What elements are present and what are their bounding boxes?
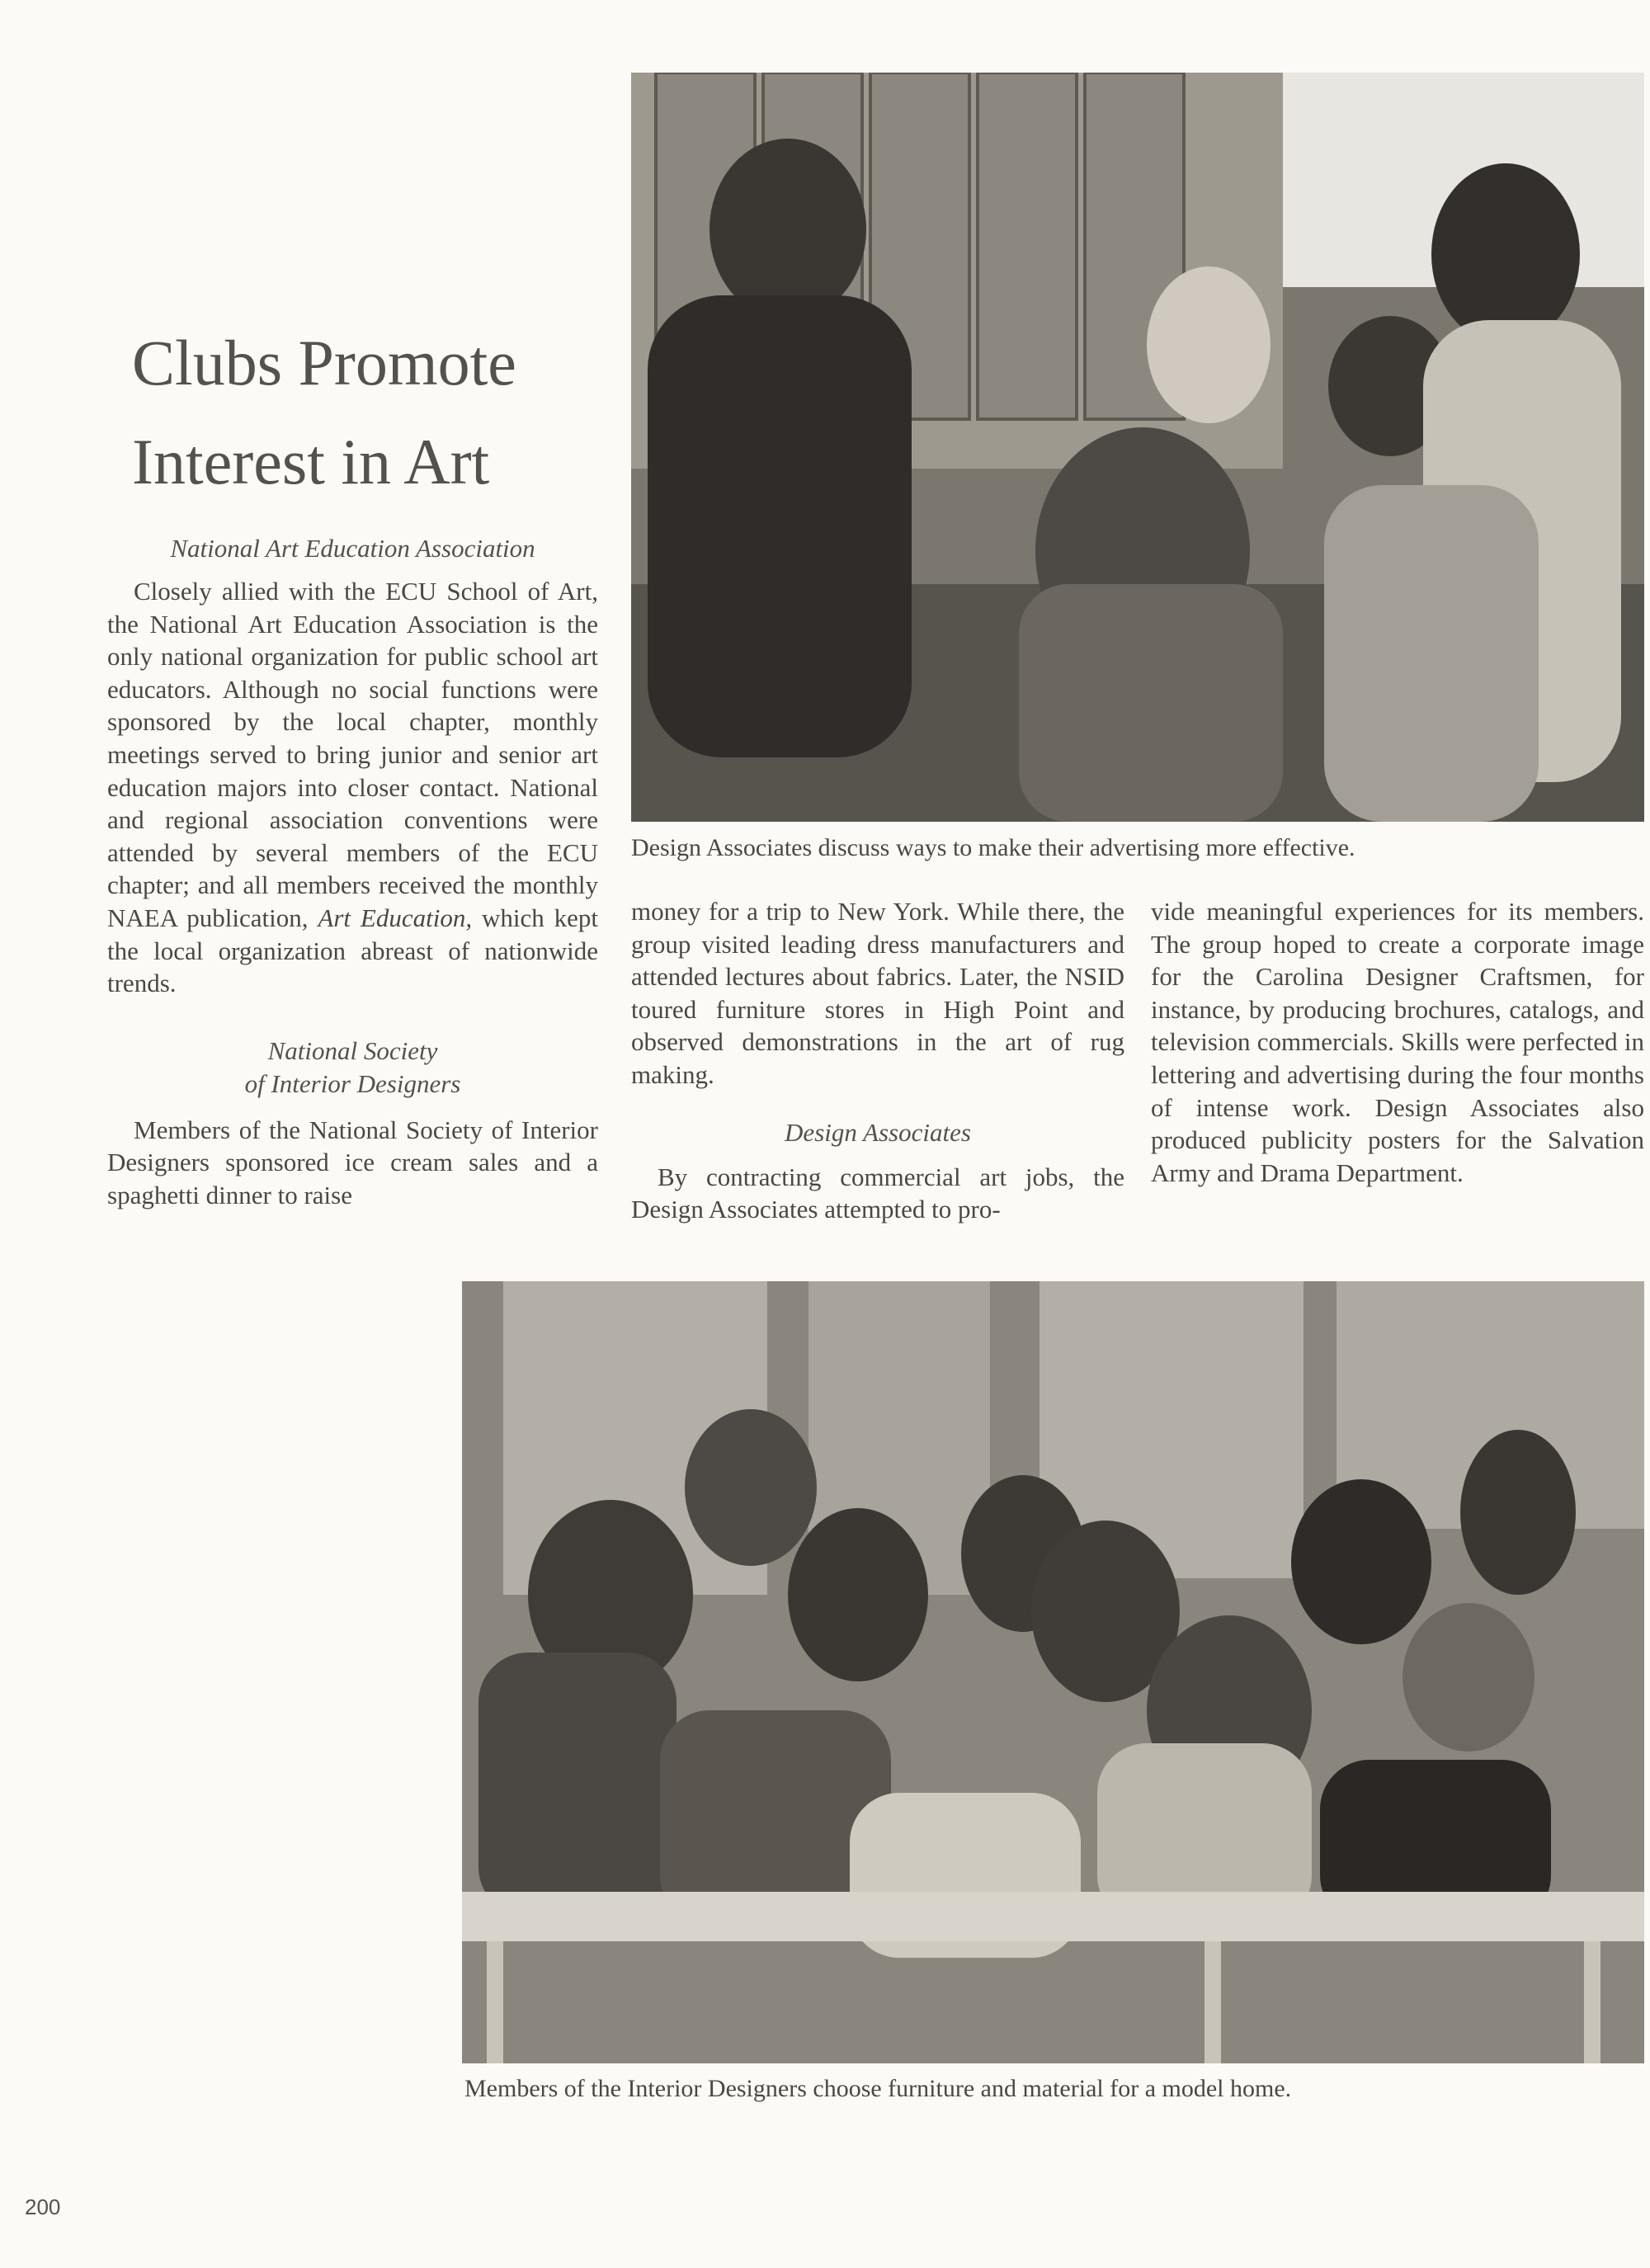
design-associates-photo	[631, 73, 1644, 822]
column-left	[107, 532, 598, 1212]
bottom-photo-caption: Members of the Interior Designers choose furniture and material for a model home.	[464, 2075, 1292, 2102]
page-number: 200	[25, 2195, 61, 2219]
naea-body-end: which kept the local organization abreast of nationwide trends.	[107, 903, 598, 998]
naea-publication: Art Education,	[318, 903, 473, 932]
nsid-heading	[107, 1035, 598, 1101]
column-middle	[631, 895, 1124, 1226]
design-associates-photo-art	[631, 73, 1644, 822]
naea-heading: National Art Education Association	[170, 534, 535, 563]
page-title	[132, 314, 594, 512]
naea-body	[107, 575, 598, 1000]
nsid-body-part-2: money for a trip to New York. While there, the group visited leading dress manufacturers and attended lectures about fabrics. Later, the NSID toured furniture stores in High Point and observed demonstrations in the art of rug making.	[631, 897, 1124, 1089]
design-body-part-2: vide meaningful experiences for its members. The group hoped to create a corporate image for the Carolina Designer Craftsmen, for instance, by producing brochures, catalogs, and television commercials. Skills were perfected in lettering and advertising during the four months of intense work. Design Associates also produced publicity posters for the Salvation Army and Drama Department.	[1151, 897, 1644, 1187]
nsid-heading-line-2: of Interior Designers	[244, 1068, 461, 1098]
interior-designers-photo-art	[462, 1281, 1644, 2063]
column-right	[1151, 895, 1644, 1189]
title-line-2: Interest in Art	[132, 426, 490, 497]
design-heading: Design Associates	[785, 1117, 971, 1147]
naea-body-text: Closely allied with the ECU School of Art, the National Art Education Association is the only national organization for public school art educators. Although no social functions were sponsored by the local chapter, monthly meetings served to bring junior and senior art education majors into closer contact. National and regional association conventions were attended by several members of the ECU chapter; and all members received the monthly NAEA publication,	[107, 577, 598, 932]
title-line-1: Clubs Promote	[132, 327, 516, 398]
nsid-body-part-1: Members of the National Society of Interior Designers sponsored ice cream sales and a spaghetti dinner to raise	[107, 1115, 598, 1209]
design-body-part-1: By contracting commercial art jobs, the Design Associates attempted to pro-	[631, 1162, 1124, 1224]
nsid-heading-line-1: National Society	[267, 1035, 438, 1065]
top-photo-caption: Design Associates discuss ways to make their advertising more effective.	[631, 834, 1355, 861]
interior-designers-photo	[462, 1281, 1644, 2063]
